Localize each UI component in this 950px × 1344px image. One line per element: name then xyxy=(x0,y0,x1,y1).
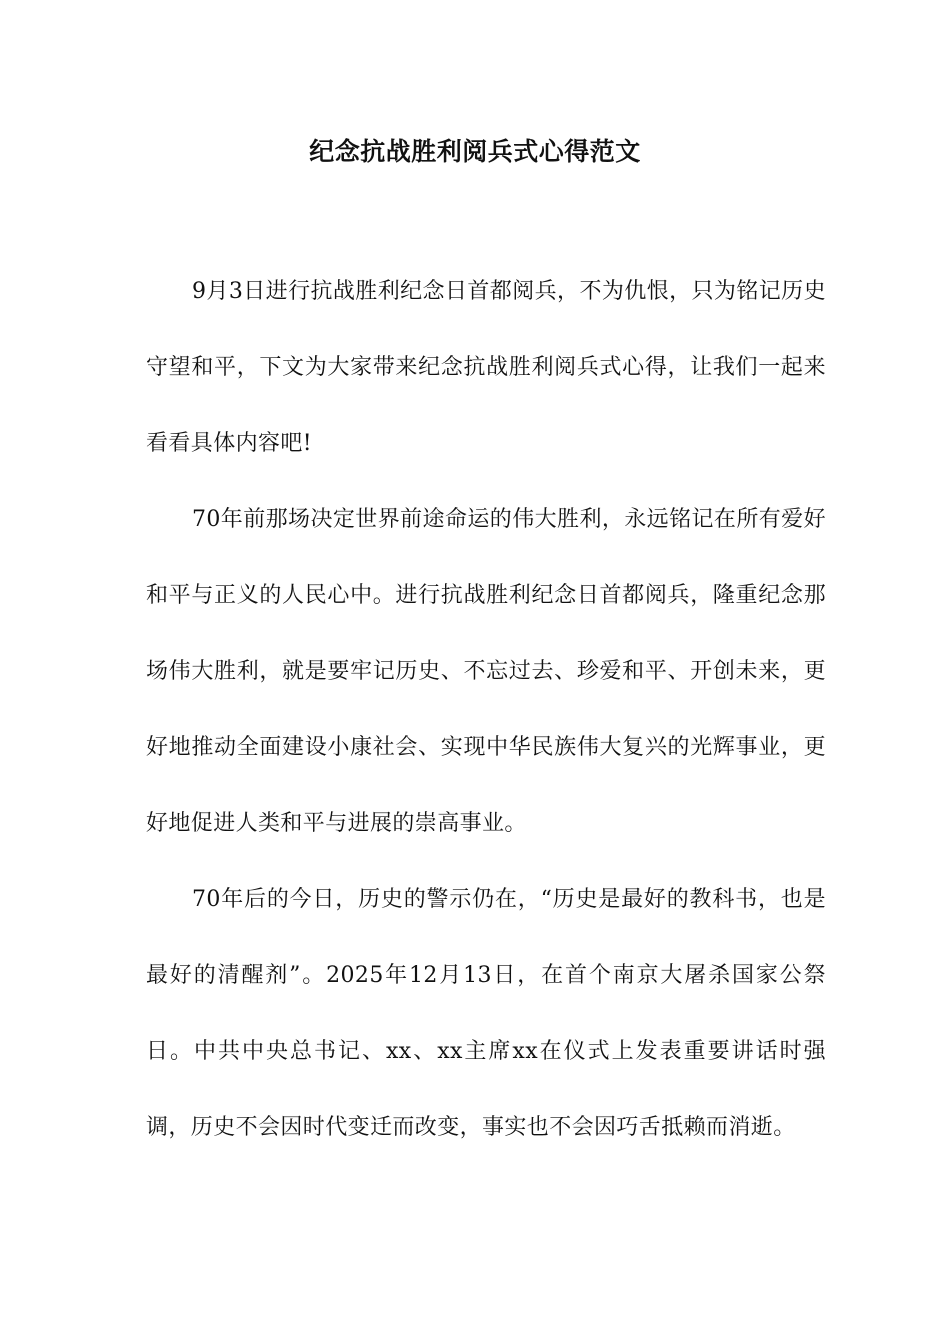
document-title: 纪念抗战胜利阅兵式心得范文 xyxy=(309,137,641,166)
paragraph-history: 70年后的今日，历史的警示仍在，“历史是最好的教科书，也是最好的清醒剂”。2025年12月13日，在首个南京大屠杀国家公祭日。中共中央总书记、xx、xx主席xx在仪式上发表重要讲话时强调，历史不会因时代变迁而改变，事实也不会因巧舌抵赖而消逝。 xyxy=(146,887,826,1140)
paragraph-intro: 9月3日进行抗战胜利纪念日首都阅兵，不为仇恨，只为铭记历史守望和平，下文为大家带来纪念抗战胜利阅兵式心得，让我们一起来看看具体内容吧! xyxy=(146,279,826,456)
document-body xyxy=(146,254,826,1166)
paragraph-victory: 70年前那场决定世界前途命运的伟大胜利，永远铭记在所有爱好和平与正义的人民心中。进行抗战胜利纪念日首都阅兵，隆重纪念那场伟大胜利，就是要牢记历史、不忘过去、珍爱和平、开创未来，更好地推动全面建设小康社会、实现中华民族伟大复兴的光辉事业，更好地促进人类和平与进展的崇高事业。 xyxy=(146,507,826,836)
